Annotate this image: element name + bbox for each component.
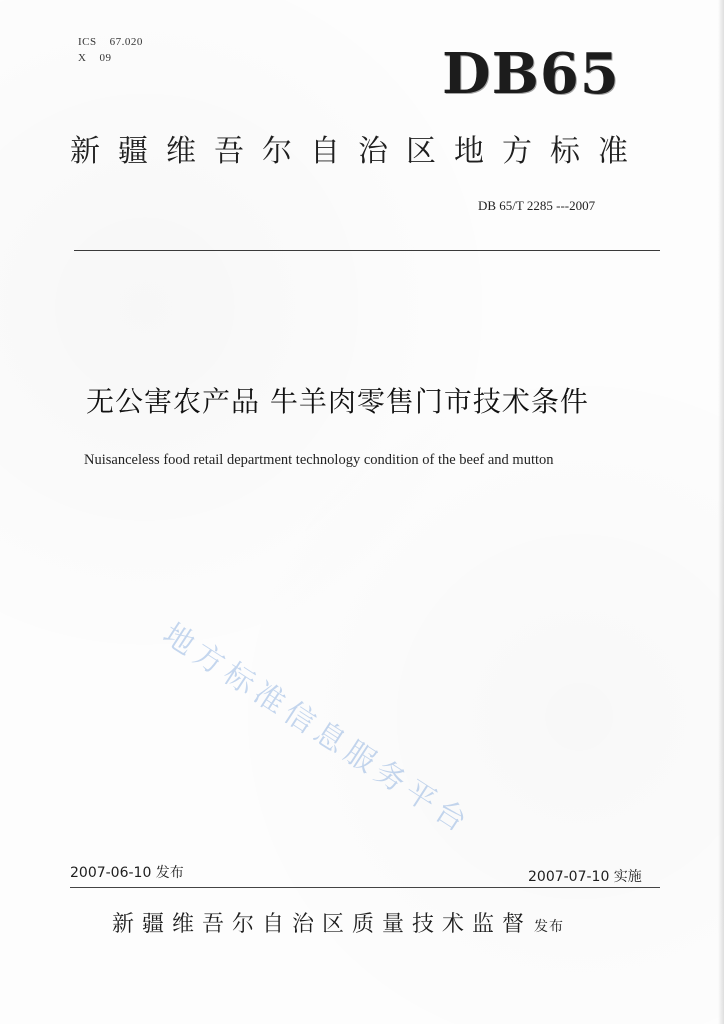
footer-divider [70, 887, 660, 888]
document-title-english: Nuisanceless food retail department technology condition of the beef and mutton [84, 452, 554, 468]
scan-edge-shadow [718, 0, 724, 1024]
issuing-body [112, 908, 652, 944]
ics-code: ICS 67.020 [78, 36, 143, 48]
issue-date: 2007-06-10 发布 [70, 865, 184, 881]
standard-code: DB 65/T 2285 ---2007 [478, 198, 596, 213]
header-divider [74, 250, 660, 251]
issuing-body-name: 新疆维吾尔自治区质量技术监督 [112, 912, 533, 937]
issuing-body-suffix: 发布 [534, 919, 565, 935]
db65-logo: DB65 [442, 41, 620, 107]
watermark-text: 地方标准信息服务平台 [156, 616, 478, 843]
document-title: 无公害农产品 牛羊肉零售门市技术条件 [86, 385, 589, 418]
classification-codes [78, 34, 143, 66]
class-code: X 09 [78, 52, 112, 64]
issuer-title: 新疆维吾尔自治区地方标准 [70, 134, 646, 169]
implementation-date: 2007-07-10 实施 [528, 869, 642, 885]
